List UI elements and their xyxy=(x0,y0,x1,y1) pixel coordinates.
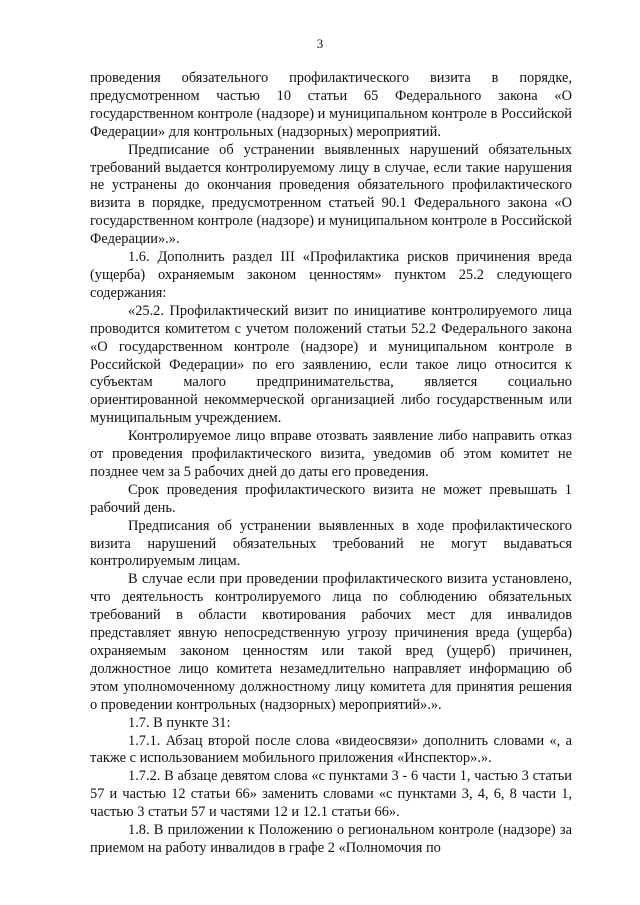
paragraph: 1.7. В пункте 31: xyxy=(128,714,231,731)
paragraph: «25.2. Профилактический визит по инициативе контролируемого лица проводится комитетом с учетом положений статьи 52.2 Федерального закона «О государственном контроле (надзоре) и муниципальном контроле в Российской Федерации» по его заявлению, если такое лицо относится к субъектам малого предпринимательства, является социально ориентированной некоммерческой организацией либо государственным или муниципальным учреждением. xyxy=(90,302,572,427)
paragraph: 1.6. Дополнить раздел III «Профилактика рисков причинения вреда (ущерба) охраняемым законом ценностям» пунктом 25.2 следующего содержания: xyxy=(90,249,572,301)
paragraph: Срок проведения профилактического визита не может превышать 1 рабочий день. xyxy=(90,481,572,516)
document-body xyxy=(90,70,572,858)
paragraph: Предписания об устранении выявленных в ходе профилактического визита нарушений обязательных требований не могут выдаваться контролируемым лицам. xyxy=(90,517,572,570)
paragraph: В случае если при проведении профилактического визита установлено, что деятельность контролируемого лица по соблюдению обязательных требований в области квотирования рабочих мест для инвалидов представляет явную непосредственную угрозу причинения вреда (ущерба) охраняемым законом ценностям или такой вред (ущерб) причинен, должностное лицо комитета незамедлительно направляет информацию об этом уполномоченному должностному лицу комитета для принятия решения о проведении контрольных (надзорных) мероприятий».». xyxy=(90,571,572,713)
paragraph: Предписание об устранении выявленных нарушений обязательных требований выдается контролируемому лицу в случае, если такие нарушения не устранены до окончания проведения обязательного профилактического визита в порядке, предусмотренном статьей 90.1 Федерального закона «О государственном контроле (надзоре) и муниципальном контроле в Российской Федерации».». xyxy=(90,141,572,248)
paragraph: Контролируемое лицо вправе отозвать заявление либо направить отказ от проведения профилактического визита, уведомив об этом комитет не позднее чем за 5 рабочих дней до даты его проведения. xyxy=(90,428,572,480)
page-number: 3 xyxy=(316,36,324,51)
paragraph: 1.8. В приложении к Положению о региональном контроле (надзоре) за приемом на работу инвалидов в графе 2 «Полномочия по xyxy=(90,822,572,856)
paragraph: 1.7.2. В абзаце девятом слова «с пунктами 3 - 6 части 1, частью 3 статьи 57 и частью 12 статьи 66» заменить словами «с пунктами 3, 4, 6, 8 части 1, частью 3 статьи 57 и частями 12 и 12.1 статьи 66». xyxy=(90,768,572,821)
paragraph: проведения обязательного профилактического визита в порядке, предусмотренном частью 10 статьи 65 Федерального закона «О государственном контроле (надзоре) и муниципальном контроле в Российской Федерации» для контрольных (надзорных) мероприятий. xyxy=(90,70,572,140)
paragraph: 1.7.1. Абзац второй после слова «видеосвязи» дополнить словами «, а также с использованием мобильного приложения «Инспектор».». xyxy=(90,732,572,767)
